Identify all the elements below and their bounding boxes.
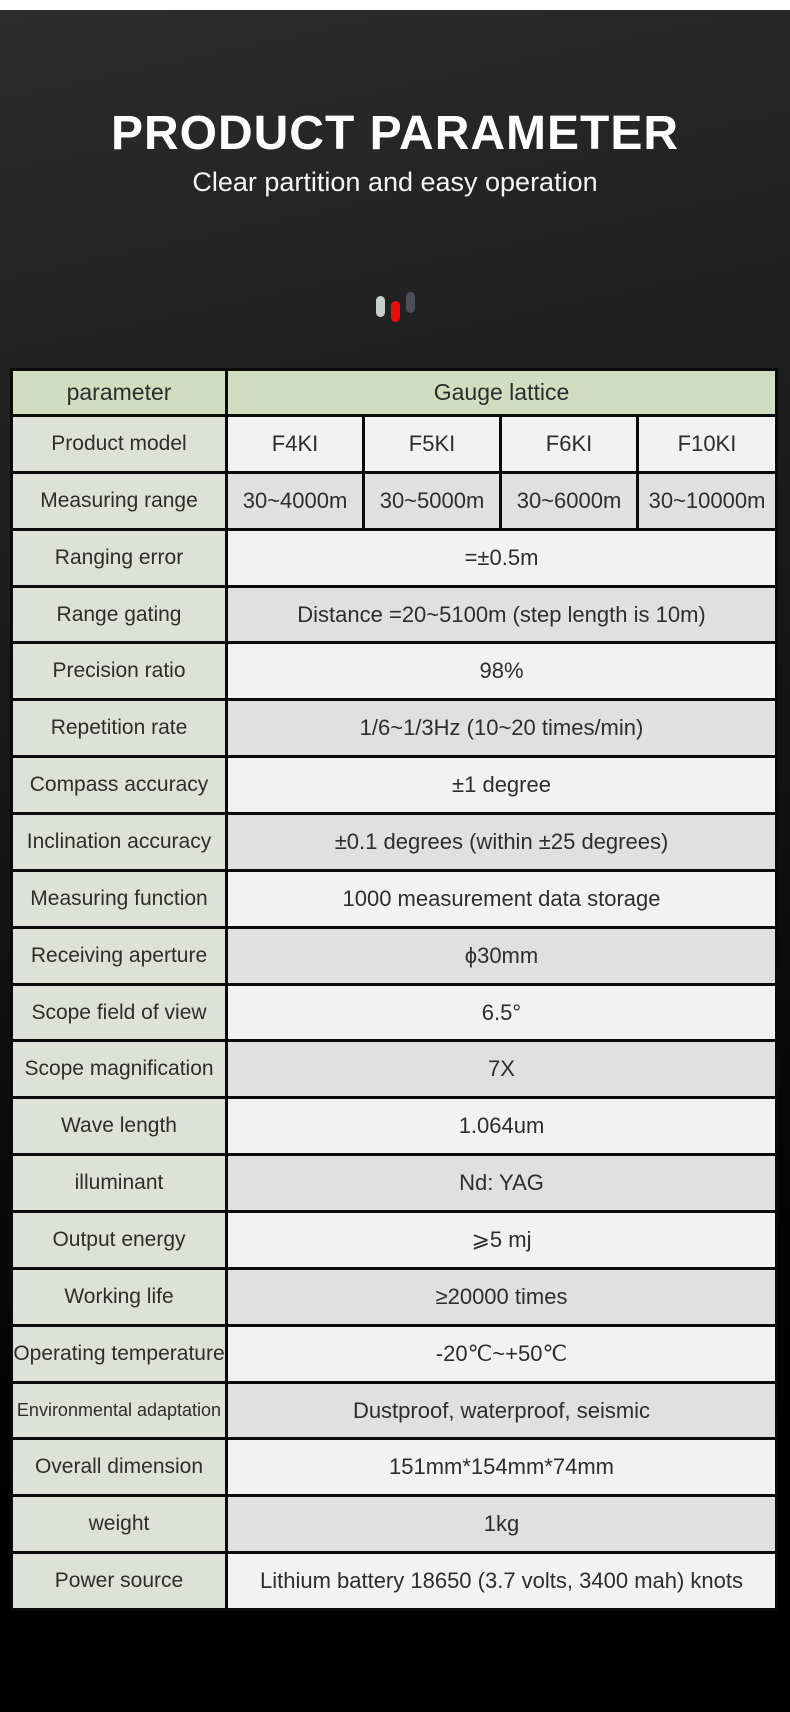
table-row [13,986,775,1040]
row-value: ±1 degree [228,758,775,812]
page-title: PRODUCT PARAMETER [110,107,680,160]
row-value: Lithium battery 18650 (3.7 volts, 3400 mah) knots [228,1554,775,1608]
row-value: ≥20000 times [228,1270,775,1324]
row-label: weight [13,1497,225,1551]
hero-section [0,10,790,332]
row-label: Inclination accuracy [13,815,225,869]
row-value: 1kg [228,1497,775,1551]
row-label: Power source [13,1554,225,1608]
row-value: ⩾5 mj [228,1213,775,1267]
row-label: Environmental adaptation [13,1384,225,1438]
row-label: Scope field of view [13,986,225,1040]
table-row [13,644,775,698]
row-value: =±0.5m [228,531,775,585]
table-row [13,1497,775,1551]
table-row [13,1384,775,1438]
table-row [13,1042,775,1096]
row-value: 1.064um [228,1099,775,1153]
row-label: Operating temperature [13,1327,225,1381]
table-row [13,758,775,812]
measuring-range-row [13,474,775,528]
row-label: illuminant [13,1156,225,1210]
table-row [13,588,775,642]
row-value: 1000 measurement data storage [228,872,775,926]
table-row [13,929,775,983]
table-row [13,1327,775,1381]
row-label: Output energy [13,1213,225,1267]
model-value: F5KI [365,417,499,471]
row-label: Scope magnification [13,1042,225,1096]
table-row [13,815,775,869]
row-value: 6.5° [228,986,775,1040]
row-label: Precision ratio [13,644,225,698]
logo-bar-dark-icon [406,292,415,313]
brand-bars-icon [0,292,790,332]
model-value: F6KI [502,417,636,471]
range-value: 30~10000m [639,474,775,528]
row-value: ϕ30mm [228,929,775,983]
logo-bar-light-icon [376,296,385,317]
row-value: ±0.1 degrees (within ±25 degrees) [228,815,775,869]
row-label: Measuring function [13,872,225,926]
range-value: 30~4000m [228,474,362,528]
row-value: -20℃~+50℃ [228,1327,775,1381]
page-subtitle: Clear partition and easy operation [192,166,598,197]
top-white-strip [0,0,790,10]
row-value: Dustproof, waterproof, seismic [228,1384,775,1438]
table-row [13,1156,775,1210]
row-label: Measuring range [13,474,225,528]
model-value: F4KI [228,417,362,471]
row-value: 1/6~1/3Hz (10~20 times/min) [228,701,775,755]
spec-table [10,368,778,1611]
table-header-row [13,371,775,414]
row-label: Product model [13,417,225,471]
row-value: 7X [228,1042,775,1096]
row-label: Overall dimension [13,1440,225,1494]
table-row [13,1213,775,1267]
table-row [13,1099,775,1153]
row-value: Distance =20~5100m (step length is 10m) [228,588,775,642]
model-value: F10KI [639,417,775,471]
range-value: 30~6000m [502,474,636,528]
row-label: Working life [13,1270,225,1324]
row-label: Repetition rate [13,701,225,755]
row-value: 151mm*154mm*74mm [228,1440,775,1494]
table-row [13,1440,775,1494]
table-row [13,1554,775,1608]
header-parameter-cell: parameter [13,371,225,414]
row-label: Wave length [13,1099,225,1153]
row-label: Compass accuracy [13,758,225,812]
range-value: 30~5000m [365,474,499,528]
row-value: 98% [228,644,775,698]
table-row [13,1270,775,1324]
header-gauge-lattice-cell: Gauge lattice [228,371,775,414]
row-label: Ranging error [13,531,225,585]
product-model-row [13,417,775,471]
table-row [13,701,775,755]
table-row [13,531,775,585]
row-label: Receiving aperture [13,929,225,983]
row-label: Range gating [13,588,225,642]
row-value: Nd: YAG [228,1156,775,1210]
table-row [13,872,775,926]
logo-bar-red-icon [391,301,400,322]
